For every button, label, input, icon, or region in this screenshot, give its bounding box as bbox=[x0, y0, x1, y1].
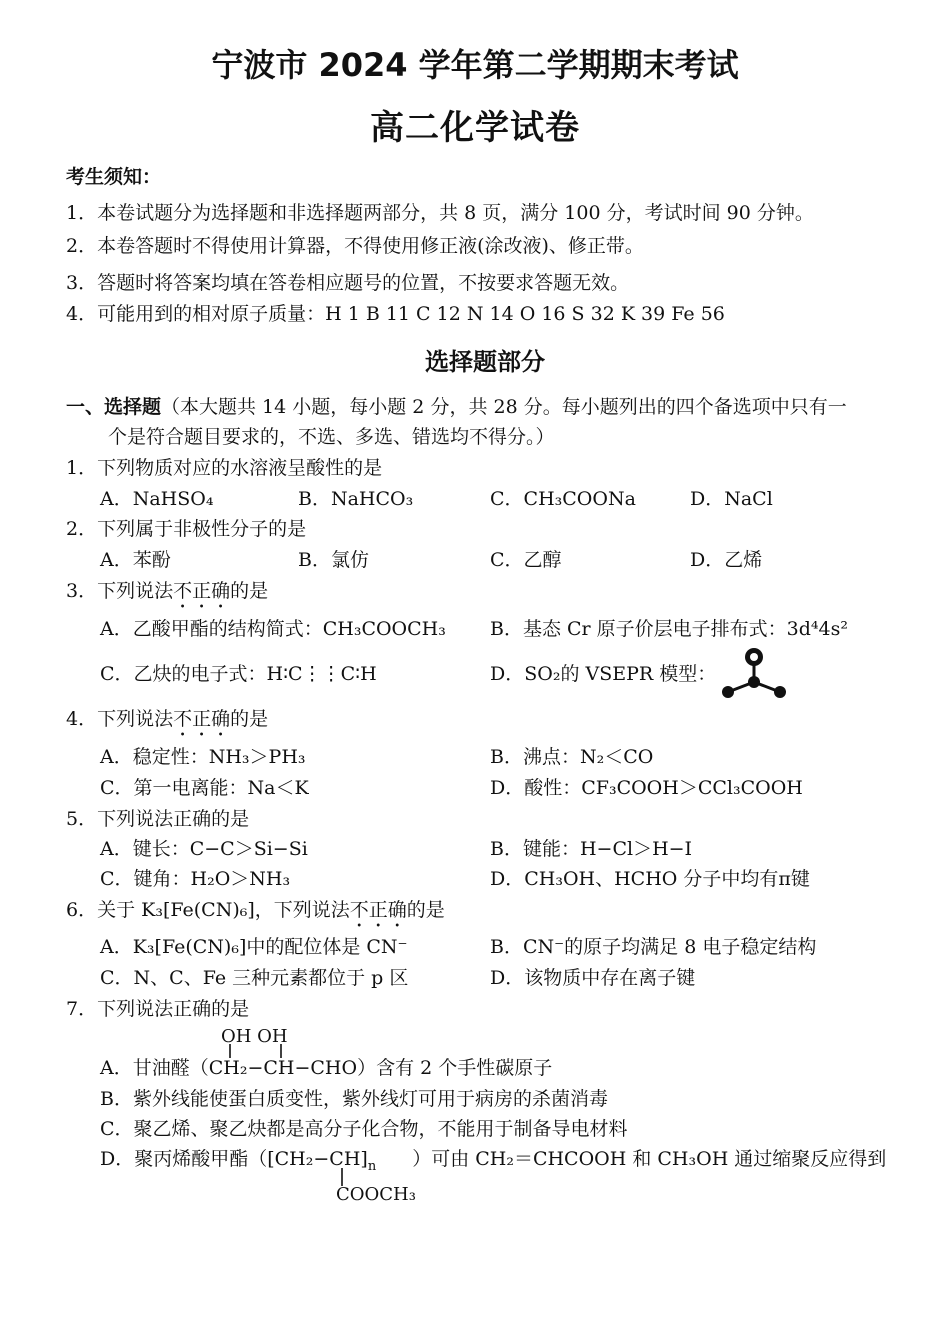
notice-item-2: 2．本卷答题时不得使用计算器，不得使用修正液(涂改液)、修正带。 bbox=[66, 235, 644, 257]
question-6-option-b: B．CN⁻的原子均满足 8 电子稳定结构 bbox=[490, 936, 817, 958]
question-7-stem: 7．下列说法正确的是 bbox=[66, 998, 250, 1020]
question-7-option-a-oh-labels: OH OH bbox=[221, 1026, 288, 1047]
question-6-stem bbox=[66, 897, 445, 932]
question-4-stem-pre: 4．下列说法 bbox=[66, 708, 174, 730]
question-3-stem-pre: 3．下列说法 bbox=[66, 580, 174, 602]
question-1-option-c: C．CH₃COONa bbox=[490, 488, 636, 510]
notice-item-4: 4．可能用到的相对原子质量：H 1 B 11 C 12 N 14 O 16 S 32 K 39 Fe 56 bbox=[66, 303, 725, 325]
question-4-option-d: D．酸性：CF₃COOH＞CCl₃COOH bbox=[490, 777, 803, 799]
question-2-option-d: D．乙烯 bbox=[690, 549, 763, 571]
instruction-label: 一、选择题 bbox=[66, 396, 162, 418]
question-5-option-c: C．键角：H₂O＞NH₃ bbox=[100, 868, 291, 890]
question-7-option-d-post: ）可由 CH₂＝CHCOOH 和 CH₃OH 通过缩聚反应得到 bbox=[412, 1148, 887, 1170]
question-5-option-d: D．CH₃OH、HCHO 分子中均有π键 bbox=[490, 868, 810, 890]
question-7-option-d-pre: D．聚丙烯酸甲酯（ bbox=[100, 1148, 268, 1170]
question-7-option-d-polymer: [CH₂−CH] bbox=[267, 1148, 368, 1170]
question-7-option-d bbox=[100, 1146, 886, 1180]
notice-item-3: 3．答题时将答案均填在答卷相应题号的位置，不按要求答题无效。 bbox=[66, 272, 630, 294]
question-3-option-d: D．SO₂的 VSEPR 模型： bbox=[490, 663, 717, 685]
question-4-stem-emphasis: 不正确 bbox=[173, 708, 231, 730]
question-5-option-a: A．键长：C−C＞Si−Si bbox=[100, 838, 308, 860]
question-6-stem-post: 的是 bbox=[406, 899, 445, 921]
question-2-option-a: A．苯酚 bbox=[100, 549, 171, 571]
exam-subtitle: 高二化学试卷 bbox=[370, 108, 580, 148]
question-3-option-c: C．乙炔的电子式：H∶C⋮⋮C∶H bbox=[100, 663, 377, 685]
question-7-option-b: B．紫外线能使蛋白质变性，紫外线灯可用于病房的杀菌消毒 bbox=[100, 1088, 608, 1110]
question-3-option-b: B．基态 Cr 原子价层电子排布式：3d⁴4s² bbox=[490, 618, 848, 640]
question-4-option-c: C．第一电离能：Na＜K bbox=[100, 777, 309, 799]
question-6-stem-pre: 6．关于 K₃[Fe(CN)₆]，下列说法 bbox=[66, 899, 350, 921]
question-7-option-c: C．聚乙烯、聚乙炔都是高分子化合物，不能用于制备导电材料 bbox=[100, 1118, 628, 1140]
question-1-option-d: D．NaCl bbox=[690, 488, 773, 510]
question-7-option-d-subscript-n: n bbox=[367, 1158, 377, 1174]
instruction-text-1: （本大题共 14 小题，每小题 2 分，共 28 分。每小题列出的四个备选项中只有一 bbox=[161, 396, 847, 418]
question-6-option-c: C．N、C、Fe 三种元素都位于 p 区 bbox=[100, 967, 409, 989]
question-5-option-b: B．键能：H−Cl＞H−I bbox=[490, 838, 693, 860]
question-6-option-a: A．K₃[Fe(CN)₆]中的配位体是 CN⁻ bbox=[100, 936, 408, 958]
question-1-option-b: B．NaHCO₃ bbox=[298, 488, 414, 510]
question-1-stem: 1．下列物质对应的水溶液呈酸性的是 bbox=[66, 457, 383, 479]
question-2-option-c: C．乙醇 bbox=[490, 549, 562, 571]
question-1-option-a: A．NaHSO₄ bbox=[100, 488, 214, 510]
question-3-stem-emphasis: 不正确 bbox=[173, 580, 231, 602]
notice-heading: 考生须知： bbox=[66, 166, 162, 188]
question-3-stem bbox=[66, 578, 268, 613]
so2-vsepr-model-icon bbox=[716, 646, 792, 702]
question-6-stem-emphasis: 不正确 bbox=[349, 899, 407, 921]
section-title: 选择题部分 bbox=[425, 348, 545, 376]
question-3-stem-post: 的是 bbox=[230, 580, 269, 602]
question-7-option-d-side-group: COOCH₃ bbox=[336, 1184, 416, 1205]
question-2-option-b: B．氯仿 bbox=[298, 549, 369, 571]
question-4-option-b: B．沸点：N₂＜CO bbox=[490, 746, 654, 768]
question-6-option-d: D．该物质中存在离子键 bbox=[490, 967, 696, 989]
question-5-stem: 5．下列说法正确的是 bbox=[66, 808, 250, 830]
question-4-stem bbox=[66, 706, 268, 741]
question-3-option-a: A．乙酸甲酯的结构简式：CH₃COOCH₃ bbox=[100, 618, 446, 640]
question-2-stem: 2．下列属于非极性分子的是 bbox=[66, 518, 307, 540]
exam-title: 宁波市 2024 学年第二学期期末考试 bbox=[211, 46, 739, 84]
question-7-option-a: A．甘油醛（CH₂−CH−CHO）含有 2 个手性碳原子 bbox=[100, 1057, 553, 1079]
instruction-line-2: 个是符合题目要求的，不选、多选、错选均不得分。） bbox=[108, 426, 555, 448]
notice-item-1: 1．本卷试题分为选择题和非选择题两部分，共 8 页，满分 100 分，考试时间 90 分钟。 bbox=[66, 202, 814, 224]
instruction-line-1 bbox=[66, 394, 847, 420]
question-4-stem-post: 的是 bbox=[230, 708, 269, 730]
question-4-option-a: A．稳定性：NH₃＞PH₃ bbox=[100, 746, 306, 768]
